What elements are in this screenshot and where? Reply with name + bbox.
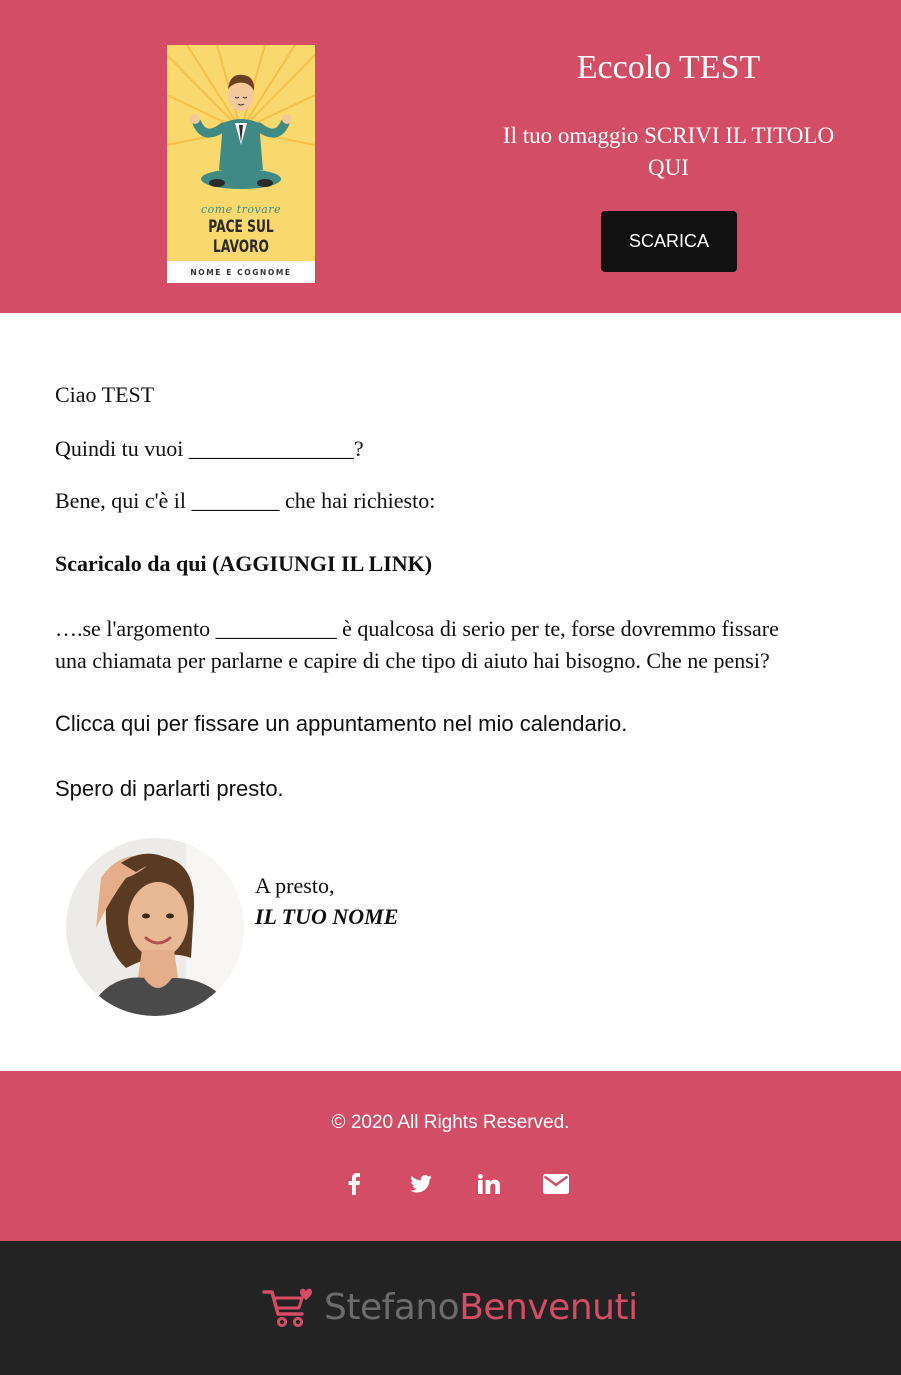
header-title: Eccolo TEST	[576, 49, 761, 86]
footer	[0, 1071, 901, 1241]
header-subtitle: Il tuo omaggio SCRIVI IL TITOLO QUI	[502, 123, 835, 180]
ebook-subtitle: come trovare	[200, 203, 282, 216]
closing-text: Spero di parlarti presto.	[55, 776, 284, 801]
signature-name: IL TUO NOME	[255, 904, 399, 929]
linkedin-icon[interactable]	[475, 1170, 503, 1198]
signature-block	[255, 870, 398, 932]
download-link[interactable]: Scaricalo da qui (AGGIUNGI IL LINK)	[55, 551, 433, 576]
paragraph-line-1: ….se l'argomento ___________ è qualcosa di serio per te, forse dovremmo fissare	[55, 616, 779, 641]
request-text: Bene, qui c'è il ________ che hai richiesto:	[55, 488, 436, 513]
ebook-author: NOME E COGNOME	[190, 268, 292, 277]
avatar	[66, 838, 244, 1016]
brand-logo[interactable]	[262, 1284, 638, 1330]
greeting-text: Ciao TEST	[55, 382, 155, 407]
ebook-title: PACE SUL LAVORO	[208, 217, 274, 257]
download-button[interactable]: SCARICA	[601, 211, 737, 272]
copyright-text: © 2020 All Rights Reserved.	[331, 1112, 570, 1133]
paragraph-line-2: una chiamata per parlarne e capire di che tipo di aiuto hai bisogno. Che ne pensi?	[55, 648, 770, 673]
facebook-icon[interactable]	[340, 1170, 368, 1198]
cart-heart-icon	[262, 1286, 318, 1328]
brand-name-first: Stefano	[324, 1286, 460, 1328]
signature-salutation: A presto,	[255, 873, 335, 898]
brand-name-last: Benvenuti	[459, 1286, 638, 1328]
calendar-link[interactable]: Clicca qui per fissare un appuntamento nel mio calendario.	[55, 711, 628, 736]
twitter-icon[interactable]	[407, 1170, 435, 1198]
ebook-cover-image	[167, 45, 315, 283]
email-icon[interactable]	[542, 1170, 570, 1198]
question-text: Quindi tu vuoi _______________?	[55, 436, 364, 461]
